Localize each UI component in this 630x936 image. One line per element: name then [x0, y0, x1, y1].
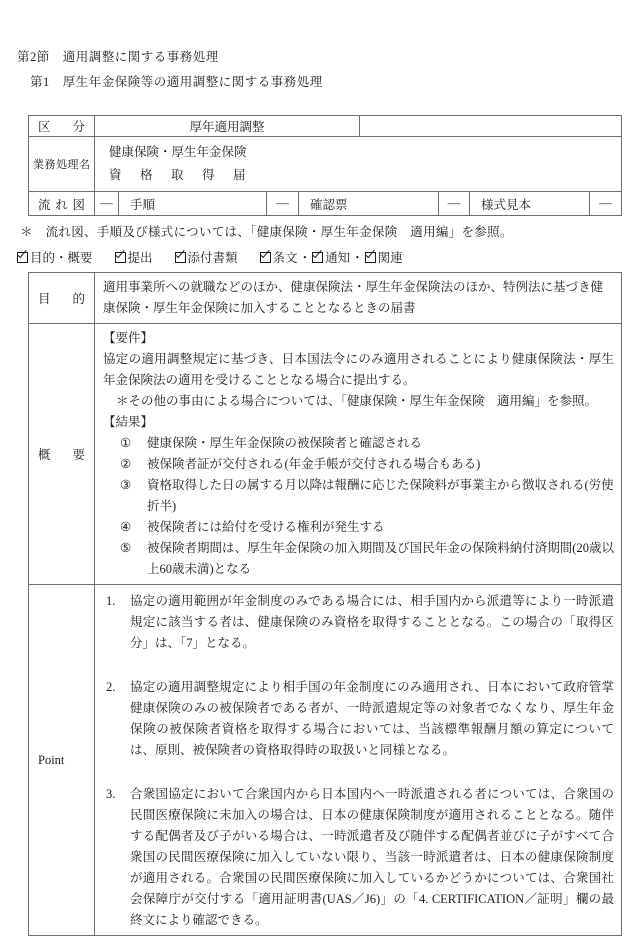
flow-label-cell: [29, 192, 94, 215]
checked-checkbox-icon[interactable]: [115, 252, 126, 263]
result-item: [120, 454, 614, 475]
point-item-text: 合衆国協定において合衆国内から日本国内へ一時派遣される者については、合衆国の民間医療保険に未加入の場合は、日本の健康保険制度が適用されることとなる。随伴する配偶者及び子がいる場合は、一時派遣者及び随伴する配偶者並びに子がすべて合衆国の民間医療保険に加入していない限り、当該一時派遣者は、日本の健康保険制度が適用される。合衆国の民間医療保険に加入しているかどうかについては、合衆国社会保障庁が交付する「適用証明書(UAS／J6)」の「4. CERTIFICATION／証明」欄の最終文により確認できる。: [130, 787, 614, 927]
checkbox-separator: ・: [351, 251, 364, 265]
summary-row-category: [29, 116, 621, 136]
purpose-text: 適用事業所への就職などのほか、健康保険法・厚生年金保険法のほか、特例法に基づき健康保険・厚生年金保険に加入することとなるときの届書: [94, 273, 621, 323]
checked-checkbox-icon[interactable]: [260, 252, 271, 263]
overview-content: [94, 324, 621, 584]
checkbox-label: 目的・概要: [30, 251, 93, 265]
point-item: [106, 677, 614, 761]
summary-table: [28, 115, 622, 216]
business-name-line1: 健康保険・厚生年金保険: [109, 145, 247, 159]
check-mark-icon: [115, 247, 124, 257]
result-item-text: 健康保険・厚生年金保険の被保険者と確認される: [147, 436, 423, 450]
requirements-text: 協定の適用調整規定に基づき、日本国法令にのみ適用されることにより健康保険法・厚生年金保険法の適用を受けることとなる場合に提出する。: [103, 352, 614, 387]
flow-dash-1: ―: [94, 192, 118, 215]
checked-checkbox-icon[interactable]: [365, 252, 376, 263]
result-item-text: 資格取得した日の属する月以降は報酬に応じた保険料が事業主から徴収される(労使折半): [147, 478, 614, 513]
checkbox-group-legal: [260, 248, 403, 266]
check-mark-icon: [312, 247, 321, 257]
overview-label: 概要: [38, 448, 85, 462]
result-item-text: 被保険者には給付を受ける権利が発生する: [147, 520, 385, 534]
result-item: [120, 538, 614, 580]
results-header: 【結果】: [103, 415, 154, 429]
flow-col-form-sample: 様式見本: [469, 192, 589, 215]
check-mark-icon: [175, 247, 184, 257]
checkbox-row: [17, 248, 622, 266]
point-item: [106, 784, 614, 931]
result-item-number: ④: [120, 520, 132, 534]
result-item: [120, 433, 614, 454]
business-name-line2: 資 格 取 得 届: [109, 168, 249, 182]
category-empty-cell: [359, 116, 621, 136]
business-name-value-cell: [94, 137, 621, 191]
category-value-cell: [94, 116, 359, 136]
purpose-label-cell: [29, 273, 94, 323]
point-label-cell: [29, 585, 94, 935]
result-item-number: ③: [120, 478, 132, 492]
detail-table: [28, 272, 622, 936]
point-item-text: 協定の適用範囲が年金制度のみである場合には、相手国内から派遣等により一時派遣規定に該当する者は、健康保険のみ資格を取得することとなる。この場合の「取得区分」は、「7」となる。: [130, 594, 614, 650]
flow-dash-3: ―: [438, 192, 469, 215]
checked-checkbox-icon[interactable]: [17, 252, 28, 263]
overview-label-cell: [29, 324, 94, 584]
category-value: 厚年適用調整: [189, 120, 265, 134]
checkbox-label: 条文: [272, 251, 298, 265]
point-content: [94, 585, 621, 935]
checkbox-group-purpose-overview: [17, 248, 93, 266]
overview-row: [29, 323, 621, 584]
checked-checkbox-icon[interactable]: [312, 252, 323, 263]
point-label: Point: [38, 752, 65, 767]
flow-label: 流れ図: [38, 197, 85, 212]
checkbox-label: 通知: [325, 251, 351, 265]
point-item-number: 3.: [106, 787, 116, 801]
business-name-label-cell: [29, 137, 94, 191]
check-mark-icon: [260, 247, 269, 257]
result-item: [120, 517, 614, 538]
point-row: [29, 584, 621, 935]
checked-checkbox-icon[interactable]: [175, 252, 186, 263]
business-name-label: 業務処理名: [33, 159, 90, 171]
result-item: [120, 475, 614, 517]
requirements-header: 【要件】: [103, 331, 154, 345]
point-item-number: 2.: [106, 680, 116, 694]
checkbox-separator: ・: [298, 251, 312, 265]
category-label: 区分: [38, 120, 85, 134]
result-item-text: 被保険者期間は、厚生年金保険の加入期間及び国民年金の保険料納付済期間(20歳以上60歳未満)となる: [147, 541, 614, 576]
check-mark-icon: [365, 247, 374, 257]
reference-note: ＊ 流れ図、手順及び様式については、「健康保険・厚生年金保険 適用編」を参照。: [20, 225, 513, 239]
result-item-number: ①: [120, 436, 132, 450]
purpose-label: 目的: [38, 292, 85, 306]
result-item-text: 被保険者証が交付される(年金手帳が交付される場合もある): [147, 457, 481, 471]
checkbox-group-attachments: [175, 248, 238, 266]
purpose-row: [29, 273, 621, 323]
requirements-note: ＊その他の事由による場合については、「健康保険・厚生年金保険 適用編」を参照。: [116, 394, 598, 408]
check-mark-icon: [17, 247, 26, 257]
point-item: [106, 591, 614, 654]
checkbox-label: 提出: [127, 251, 153, 265]
subsection-heading: 第1 厚生年金保険等の適用調整に関する事務処理: [30, 75, 323, 89]
point-item-number: 1.: [106, 594, 116, 608]
flow-dash-2: ―: [266, 192, 298, 215]
flow-col-procedure: 手順: [118, 192, 266, 215]
checkbox-label: 添付書類: [187, 251, 238, 265]
summary-row-flow: [29, 191, 621, 215]
point-item-text: 協定の適用調整規定により相手国の年金制度にのみ適用され、日本において政府管掌健康保険のみの被保険者である者が、一時派遣規定等の対象者でなくなり、厚生年金保険の被保険者資格を取得する場合においては、当該標準報酬月額の算定については、原則、被保険者の資格取得時の取扱いと同様となる。: [130, 680, 614, 757]
section-heading: 第2節 適用調整に関する事務処理: [17, 50, 219, 64]
checkbox-group-submission: [115, 248, 153, 266]
result-item-number: ⑤: [120, 541, 132, 555]
result-item-number: ②: [120, 457, 132, 471]
summary-row-business-name: [29, 136, 621, 191]
category-label-cell: [29, 116, 94, 136]
checkbox-label: 関連: [377, 251, 403, 265]
flow-col-confirmation: 確認票: [298, 192, 438, 215]
flow-dash-4: ―: [589, 192, 621, 215]
